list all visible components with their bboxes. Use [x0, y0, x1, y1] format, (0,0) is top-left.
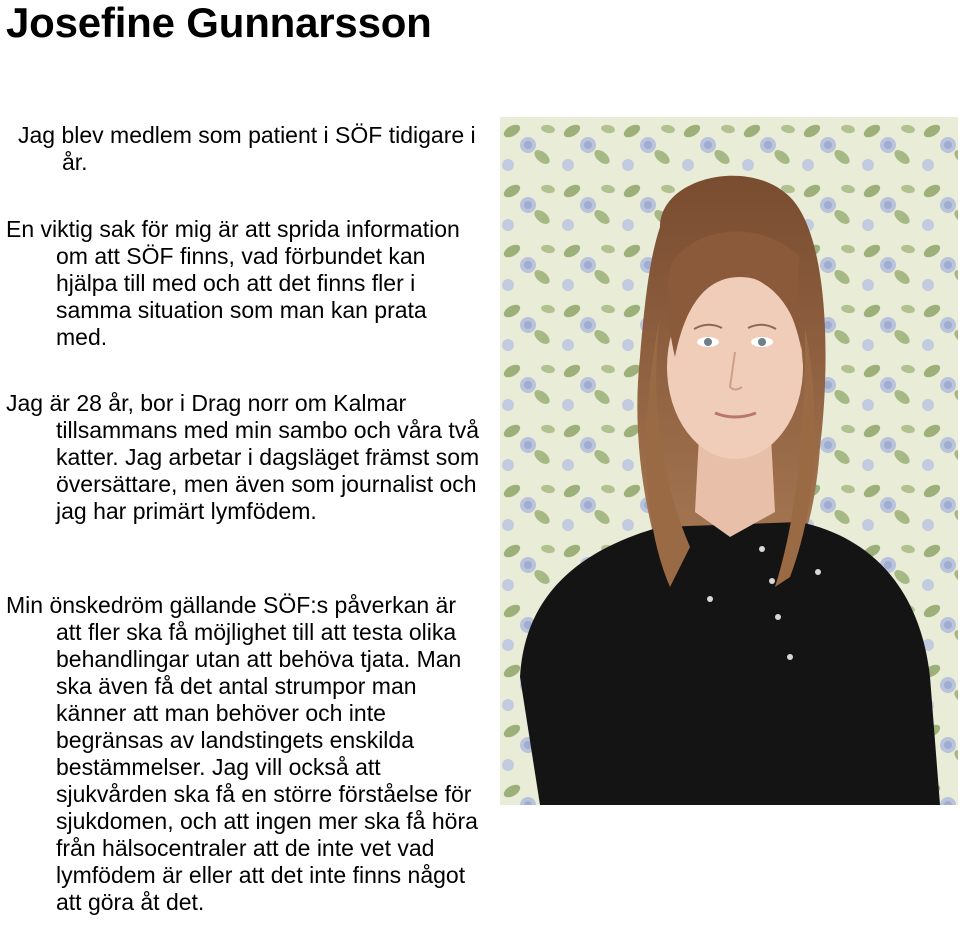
page-title: Josefine Gunnarsson — [6, 0, 432, 46]
paragraph-membership: Jag blev medlem som patient i SÖF tidigare i år. — [18, 122, 476, 175]
portrait-illustration — [500, 117, 958, 805]
paragraph-about-me: Jag är 28 år, bor i Drag norr om Kalmar tillsammans med min sambo och våra två katter. Jag arbetar i dagsläget främst som översättare, men även som journalist och jag har primärt lymfödem. — [6, 390, 480, 524]
paragraph-information: En viktig sak för mig är att sprida information om att SÖF finns, vad förbundet kan hjälpa till med och att det finns fler i samma situation som man kan prata med. — [6, 216, 460, 350]
paragraph-dream: Min önskedröm gällande SÖF:s påverkan är att fler ska få möjlighet till att testa olika behandlingar utan att behöva tjata. Man ska även få det antal strumpor man känner att man behöver och inte begränsas av landstingets enskilda bestämmelser. Jag vill också att sjukvården ska få en större förståelse för sjukdomen, och att ingen mer ska få höra från hälsocentraler att de inte vet vad lymfödem är eller att det inte finns något att göra åt det. — [6, 592, 478, 915]
portrait-photo — [500, 117, 958, 805]
